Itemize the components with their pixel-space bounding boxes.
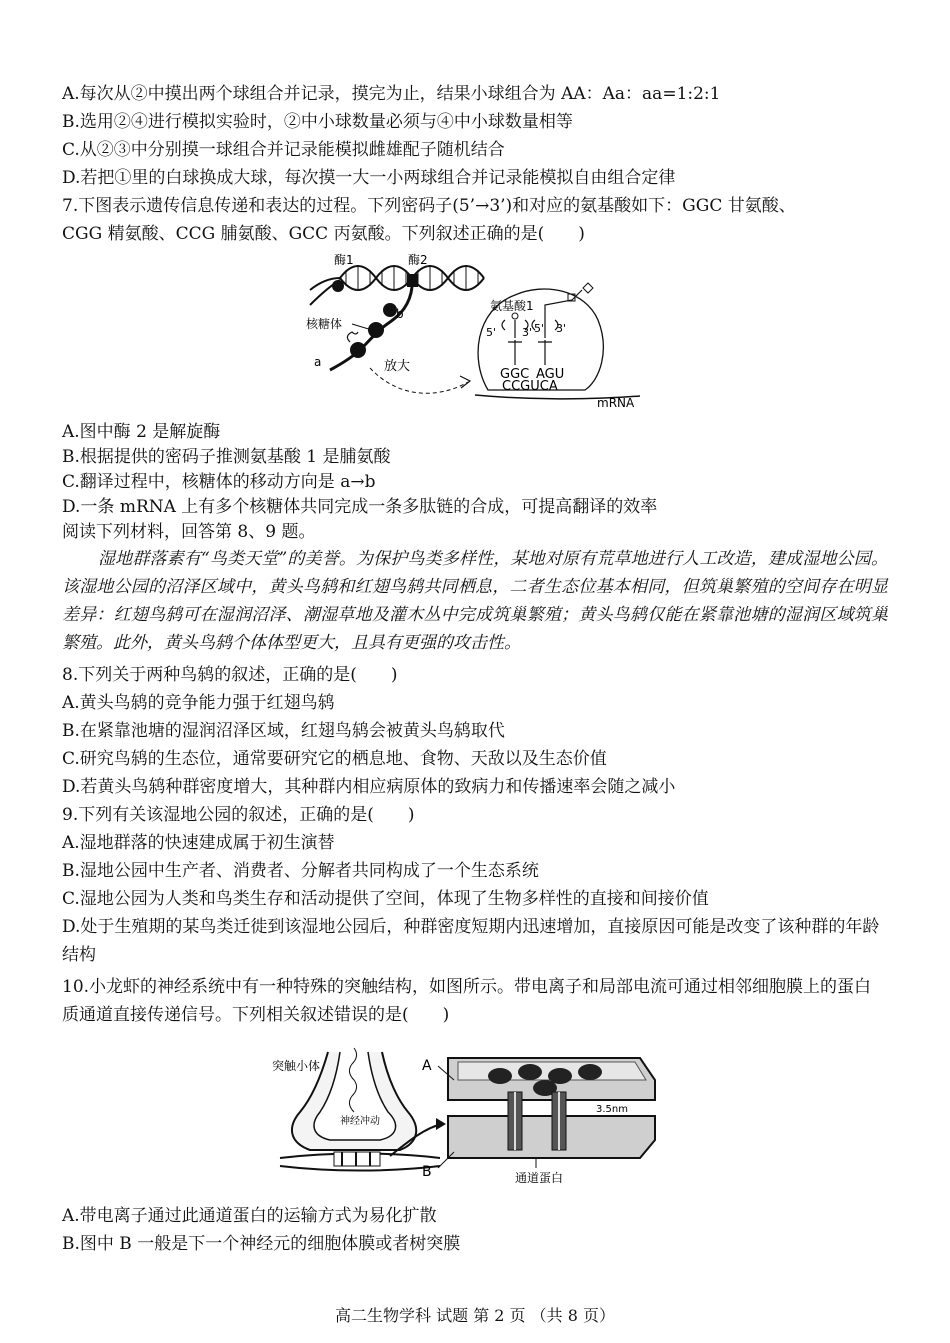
q10-stem: 10.小龙虾的神经系统中有一种特殊的突触结构，如图所示。带电离子和局部电流可通过相邻细胞膜上的蛋白质通道直接传递信号。下列相关叙述错误的是( ) <box>62 977 872 1025</box>
label-a: a <box>314 355 322 369</box>
option-text: B.在紧靠池塘的湿润沼泽区域，红翅鸟鸫会被黄头鸟鸫取代 <box>62 721 505 741</box>
channel-protein-label: 通道蛋白 <box>515 1171 564 1185</box>
option-text: D.若把①里的白球换成大球，每次摸一大一小两球组合并记录能模拟自由组合定律 <box>62 168 676 188</box>
magnify-label: 放大 <box>384 359 411 374</box>
ribosome-label: 核糖体 <box>306 317 343 331</box>
synaptic-knob-label: 突触小体 <box>272 1059 321 1073</box>
page-footer: 高二生物学科 试题 第 2 页 （共 8 页） <box>335 1306 615 1325</box>
option-text: C.湿地公园为人类和鸟类生存和活动提供了空间，体现了生物多样性的直接和间接价值 <box>62 889 709 909</box>
label-B: B <box>422 1164 432 1180</box>
ribosome-shape <box>383 303 397 317</box>
amino-acid1-label: 氨基酸1 <box>490 299 534 313</box>
enzyme2-shape <box>407 274 418 287</box>
end-label: 3' <box>522 326 533 339</box>
mrna-sequence: CCGUCA <box>502 379 558 394</box>
anticodon-right: AGU <box>536 367 565 382</box>
enzyme1-shape <box>332 280 344 292</box>
option-text: D.若黄头鸟鸫种群密度增大，其种群内相应病原体的致病力和传播速率会随之减小 <box>62 777 676 797</box>
end-label: 5' <box>534 322 545 335</box>
end-label: 3' <box>556 322 567 335</box>
anticodon-left: GGC <box>500 367 530 382</box>
option-text: A.带电离子通过此通道蛋白的运输方式为易化扩散 <box>62 1206 437 1226</box>
option-text: B.图中 B 一般是下一个神经元的细胞体膜或者树突膜 <box>62 1234 461 1254</box>
option-text: D.一条 mRNA 上有多个核糖体共同完成一条多肽链的合成，可提高翻译的效率 <box>62 497 658 517</box>
enzyme2-label: 酶2 <box>408 253 428 267</box>
q9-stem: 9.下列有关该湿地公园的叙述，正确的是( ) <box>62 805 415 825</box>
end-label: 5' <box>486 326 497 339</box>
q7-stem-line1: 7.下图表示遗传信息传递和表达的过程。下列密码子(5’→3’)和对应的氨基酸如下：GGC 甘氨酸、 <box>62 196 796 216</box>
q8-stem: 8.下列关于两种鸟鸫的叙述，正确的是( ) <box>62 665 398 685</box>
option-text: A.湿地群落的快速建成属于初生演替 <box>62 833 335 853</box>
q7-figure <box>300 250 645 415</box>
option-text: B.湿地公园中生产者、消费者、分解者共同构成了一个生态系统 <box>62 861 539 881</box>
label-b: b <box>396 307 404 321</box>
mrna-label: mRNA <box>597 396 635 410</box>
option-text: B.根据提供的密码子推测氨基酸 1 是脯氨酸 <box>62 447 391 467</box>
option-text: B.选用②④进行模拟实验时，②中小球数量必须与④中小球数量相等 <box>62 112 573 132</box>
option-text: D.处于生殖期的某鸟类迁徙到该湿地公园后，种群密度短期内迅速增加，直接原因可能是改变了该种群的年龄结构 <box>62 917 880 965</box>
gap-label: 3.5nm <box>596 1104 628 1115</box>
q10-figure <box>270 1040 680 1190</box>
enzyme1-label: 酶1 <box>334 253 354 267</box>
label-A: A <box>422 1058 432 1074</box>
ribosome-shape <box>350 342 366 358</box>
option-text: A.每次从②中摸出两个球组合并记录，摸完为止，结果小球组合为 AA：Aa：aa=1:2:1 <box>62 84 721 104</box>
material-passage: 湿地群落素有“鸟类天堂”的美誉。为保护鸟类多样性，某地对原有荒草地进行人工改造，建成湿地公园。该湿地公园的沼泽区域中，黄头鸟鸫和红翅鸟鸫共同栖息，二者生态位基本相同，但筑巢繁殖的空间存在明显差异：红翅鸟鸫可在湿润沼泽、潮湿草地及灌木丛中完成筑巢繁殖；黄头鸟鸫仅能在紧靠池塘的湿润区域筑巢繁殖。此外，黄头鸟鸫个体体型更大，且具有更强的攻击性。 <box>62 549 888 653</box>
option-text: A.黄头鸟鸫的竞争能力强于红翅鸟鸫 <box>62 693 335 713</box>
option-text: A.图中酶 2 是解旋酶 <box>62 422 221 442</box>
option-text: C.从②③中分别摸一球组合并记录能模拟雌雄配子随机结合 <box>62 140 505 160</box>
option-text: C.研究鸟鸫的生态位，通常要研究它的栖息地、食物、天敌以及生态价值 <box>62 749 607 769</box>
option-text: C.翻译过程中，核糖体的移动方向是 a→b <box>62 472 376 492</box>
q7-stem-line2: CGG 精氨酸、CCG 脯氨酸、GCC 丙氨酸。下列叙述正确的是( ) <box>62 224 585 244</box>
reading-intro: 阅读下列材料，回答第 8、9 题。 <box>62 522 316 542</box>
nerve-impulse-label: 神经冲动 <box>340 1116 380 1127</box>
